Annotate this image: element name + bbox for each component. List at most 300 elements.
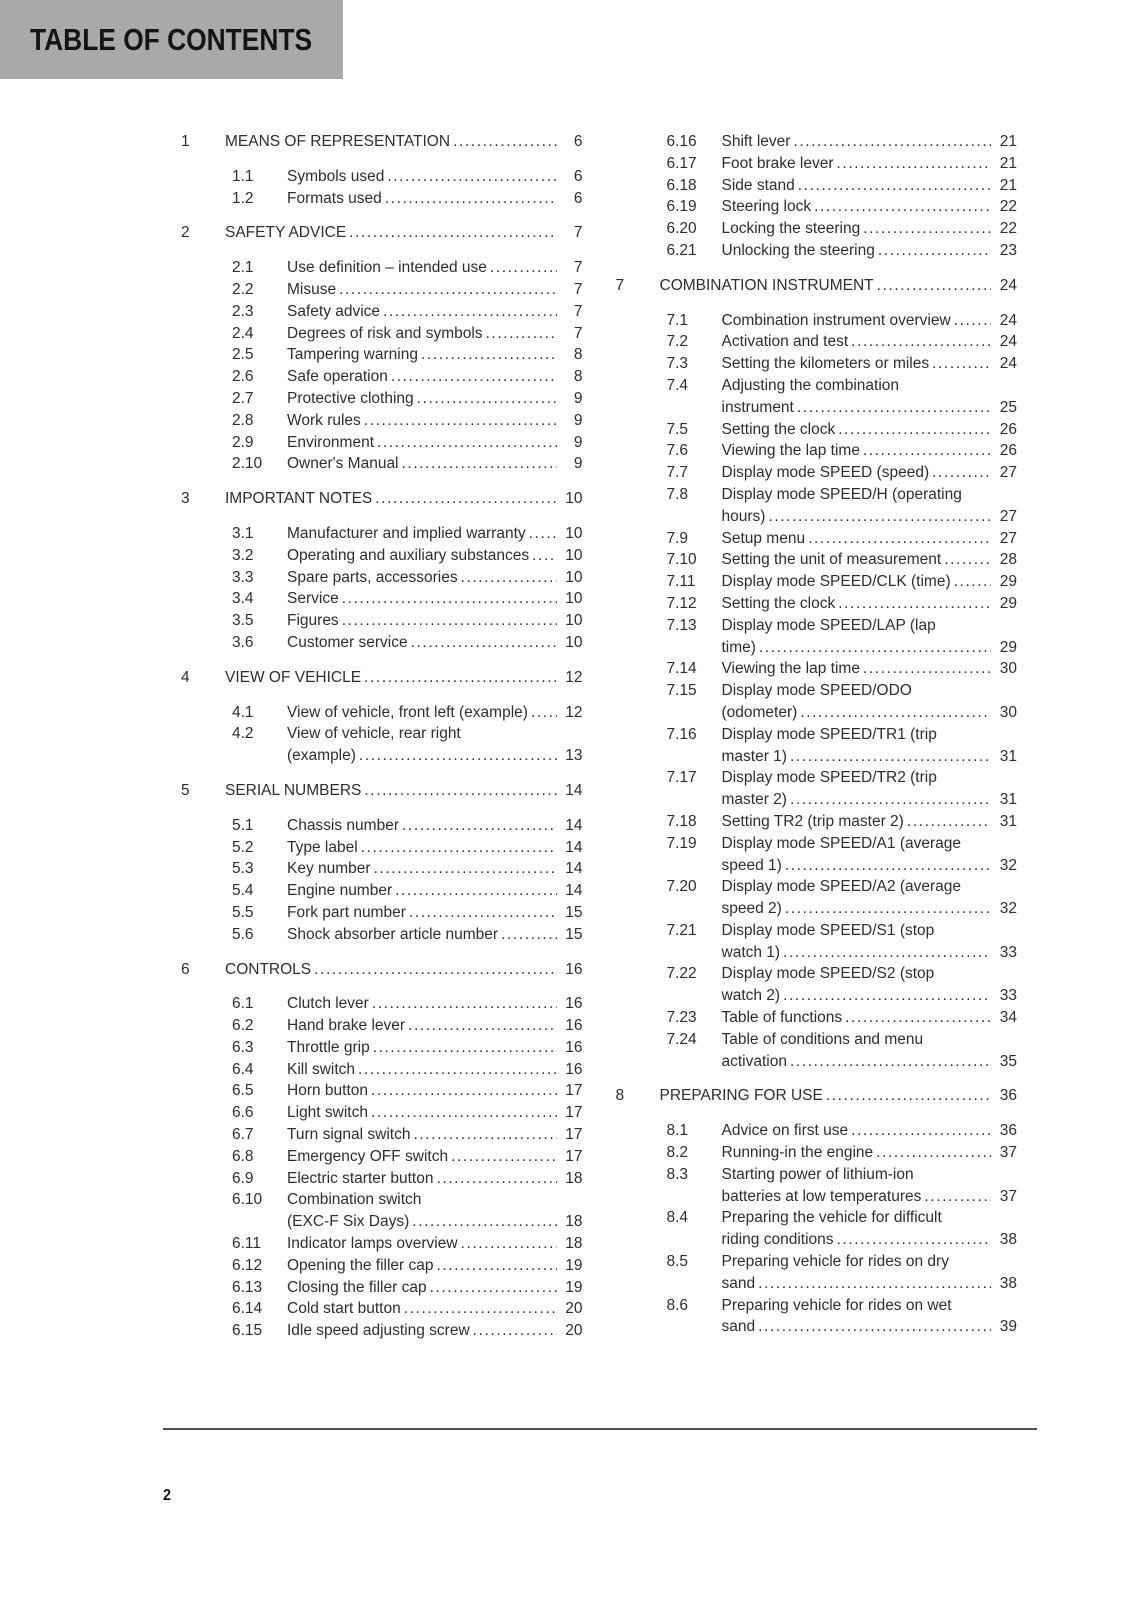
entry-leader-line [287,1320,583,1342]
entry-title-line: Foot brake lever [721,154,834,172]
toc-sub-entry [616,1120,1018,1142]
entry-title-line: Electric starter button [287,1169,434,1187]
entry-title-line: IMPORTANT NOTES [225,490,373,508]
dot-leader [932,353,991,375]
entry-title-line: Activation and test [721,333,849,351]
entry-body [225,780,583,802]
entry-title-line: SAFETY ADVICE [225,224,347,242]
entry-body [287,323,583,345]
entry-number: 5.1 [232,816,254,834]
dot-leader [371,1080,557,1102]
entry-title-line: time) [721,638,756,656]
entry-page-number: 37 [999,1144,1017,1162]
dot-leader [863,218,991,240]
entry-leader-line [225,780,583,802]
entry-title-line: Starting power of lithium-ion [721,1165,914,1183]
entry-number: 7.11 [666,573,696,591]
entry-leader-line [722,310,1018,332]
entry-number: 1.2 [232,189,254,207]
entry-page-number: 38 [999,1231,1017,1249]
entry-number: 6.18 [666,176,697,194]
entry-page-number: 24 [999,333,1017,351]
entry-title-line: View of vehicle, front left (example) [287,703,528,721]
entry-body [287,1168,583,1190]
entry-title-line: master 1) [721,747,787,765]
toc-sub-entry [616,920,1018,964]
dot-leader [461,567,557,589]
entry-number: 5 [181,781,190,799]
entry-leader-line [722,506,1018,528]
entry-page-number: 10 [565,633,583,651]
entry-body [287,610,583,632]
entry-page-number: 19 [565,1278,583,1296]
entry-title-line: Combination switch [287,1191,422,1209]
entry-number: 6.6 [232,1104,254,1122]
dot-leader [878,240,991,262]
entry-leader-line [660,275,1018,297]
entry-title-line: Hand brake lever [287,1017,406,1035]
entry-title-line: Display mode SPEED/S1 (stop [721,921,935,939]
entry-leader-line [722,811,1018,833]
toc-sub-entry [616,1029,1018,1073]
toc-sub-entry [181,993,583,1015]
toc-sub-entry [181,410,583,432]
entry-page-number: 9 [573,433,583,451]
entry-leader-line [722,131,1018,153]
entry-number: 6.21 [666,241,697,259]
toc-sub-entry [616,419,1018,441]
entry-number: 1 [181,133,190,150]
entry-number: 7.20 [666,878,697,896]
entry-page-number: 23 [999,241,1017,259]
entry-body [722,131,1018,153]
entry-title-line: Indicator lamps overview [287,1235,458,1253]
entry-title-line: Setting the clock [721,594,836,612]
entry-number: 6.12 [232,1256,263,1274]
toc-sub-entry [616,1295,1018,1339]
entry-body [287,1102,583,1124]
entry-body [287,924,583,946]
dot-leader [837,153,992,175]
entry-body [287,1298,583,1320]
entry-page-number: 10 [565,490,583,508]
entry-title-line: (example) [287,747,356,765]
entry-body [287,545,583,567]
entry-body [287,166,583,188]
entry-body [287,1124,583,1146]
entry-leader-line [722,985,1018,1007]
entry-title-line: Environment [287,433,375,451]
entry-body [722,724,1018,768]
entry-number: 3 [181,490,190,508]
entry-leader-line [225,667,583,689]
entry-body [287,1015,583,1037]
entry-number: 7.3 [666,355,689,373]
entry-number: 2.6 [232,368,254,386]
entry-body [287,815,583,837]
entry-leader-line [722,528,1018,550]
toc-sub-entry [616,680,1018,724]
dot-leader [451,1146,556,1168]
toc-sub-entry [616,331,1018,353]
entry-number: 6.17 [666,154,697,172]
dot-leader [371,1102,557,1124]
entry-number: 7.6 [666,442,689,460]
entry-number: 7.2 [666,333,689,351]
entry-body [722,528,1018,550]
entry-body [287,1277,583,1299]
entry-body [722,484,1018,528]
toc-sub-entry [181,1037,583,1059]
toc-sub-entry [181,344,583,366]
entry-title-line: Setting the kilometers or miles [721,355,930,373]
entry-page-number: 14 [565,816,583,834]
entry-page-number: 14 [565,882,583,900]
entry-body [722,218,1018,240]
dot-leader [808,528,991,550]
entry-leader-line [287,279,583,301]
entry-title-line: Display mode SPEED/LAP (lap [721,616,936,634]
entry-leader-line [287,993,583,1015]
entry-leader-line [722,702,1018,724]
entry-body [660,275,1018,297]
entry-number: 2.3 [232,302,254,320]
entry-leader-line [287,366,583,388]
toc-sub-entry [616,593,1018,615]
toc-sub-entry [181,323,583,345]
entry-page-number: 10 [565,612,583,630]
toc-section-entry [181,488,583,510]
entry-title-line: Setting the unit of measurement [721,551,942,569]
entry-leader-line [287,1233,583,1255]
entry-title-line: Cold start button [287,1300,401,1318]
toc-sub-entry [181,1255,583,1277]
dot-leader [409,902,557,924]
toc-sub-entry [181,279,583,301]
footer-rule [163,1428,1037,1430]
entry-leader-line [287,344,583,366]
entry-title-line: hours) [721,507,766,525]
entry-title-line: COMBINATION INSTRUMENT [659,276,874,294]
entry-page-number: 12 [565,703,583,721]
entry-body [287,902,583,924]
entry-leader-line [287,1298,583,1320]
toc-sub-entry [181,453,583,475]
entry-page-number: 9 [573,455,583,473]
entry-body [722,549,1018,571]
entry-title-line: watch 2) [721,987,781,1005]
toc-section-entry [181,667,583,689]
entry-leader-line [287,588,583,610]
entry-body [722,196,1018,218]
entry-page-number: 29 [999,573,1017,591]
dot-leader [375,488,556,510]
entry-body [722,876,1018,920]
entry-title-line: sand [721,1318,756,1336]
entry-body [287,880,583,902]
dot-leader [768,506,991,528]
entry-body [287,301,583,323]
toc-sub-entry [181,880,583,902]
entry-body [287,188,583,210]
entry-body [287,432,583,454]
page-title: TABLE OF CONTENTS [30,21,313,57]
entry-title-line: Light switch [287,1104,368,1122]
toc-sub-entry [181,1168,583,1190]
toc-sub-entry [616,963,1018,1007]
entry-title-line: Display mode SPEED/CLK (time) [721,573,951,591]
entry-body [722,175,1018,197]
entry-leader-line [287,301,583,323]
entry-page-number: 21 [999,176,1017,194]
entry-leader-line [287,1211,583,1233]
dot-leader [793,131,991,153]
toc-sub-entry [181,632,583,654]
toc-sub-entry [181,388,583,410]
entry-title-line: Spare parts, accessories [287,568,458,586]
entry-page-number: 22 [999,220,1017,238]
entry-body [722,310,1018,332]
entry-number: 7.8 [666,485,689,503]
entry-leader-line [287,545,583,567]
entry-leader-line [722,1007,1018,1029]
entry-leader-line [722,196,1018,218]
toc-sub-entry [181,545,583,567]
entry-title-line: VIEW OF VEHICLE [225,668,362,686]
dot-leader [349,222,556,244]
entry-number: 8.3 [666,1165,689,1183]
toc-sub-entry [181,815,583,837]
entry-title-line: Chassis number [287,816,399,834]
entry-leader-line [287,880,583,902]
entry-page-number: 15 [565,903,583,921]
dot-leader [490,257,557,279]
entry-page-number: 17 [565,1126,583,1144]
table-of-contents [181,131,1017,1342]
entry-number: 7.16 [666,725,697,743]
entry-number: 5.3 [232,860,254,878]
entry-title-line: Service [287,590,339,608]
entry-page-number: 16 [565,1038,583,1056]
entry-number: 7.15 [666,682,697,700]
entry-leader-line [287,1037,583,1059]
toc-sub-entry [181,1102,583,1124]
entry-number: 5.6 [232,925,254,943]
toc-sub-entry [181,188,583,210]
dot-leader [790,1051,991,1073]
entry-body [722,331,1018,353]
entry-number: 7.12 [666,594,697,612]
toc-sub-entry [181,837,583,859]
entry-body [287,1146,583,1168]
toc-sub-entry [616,549,1018,571]
entry-leader-line [287,388,583,410]
dot-leader [790,746,991,768]
entry-title-line: Display mode SPEED/H (operating [721,485,962,503]
toc-sub-entry [181,1320,583,1342]
entry-number: 7.21 [666,921,697,939]
entry-page-number: 15 [565,925,583,943]
entry-number: 7 [615,276,625,294]
toc-sub-entry [616,375,1018,419]
entry-body [722,811,1018,833]
entry-number: 6.14 [232,1300,263,1318]
dot-leader [851,331,991,353]
entry-body [225,488,583,510]
entry-body [287,567,583,589]
dot-leader [826,1085,991,1107]
entry-title-line: master 2) [721,791,787,809]
entry-title-line: Preparing vehicle for rides on dry [721,1253,949,1271]
toc-sub-entry [616,811,1018,833]
entry-page-number: 9 [573,389,583,407]
dot-leader [785,855,991,877]
toc-sub-entry [616,131,1018,153]
entry-number: 5.4 [232,882,254,900]
entry-page-number: 8 [573,346,583,364]
dot-leader [430,1277,557,1299]
entry-leader-line [287,166,583,188]
entry-leader-line [287,610,583,632]
entry-number: 3.4 [232,590,254,608]
dot-leader [342,610,557,632]
entry-leader-line [287,837,583,859]
entry-page-number: 14 [565,838,583,856]
entry-body [722,615,1018,659]
entry-body [722,1251,1018,1295]
entry-title-line: Display mode SPEED/TR1 (trip [721,725,937,743]
entry-leader-line [722,419,1018,441]
entry-page-number: 27 [999,507,1017,525]
entry-body [722,1207,1018,1251]
entry-number: 2.5 [232,346,254,364]
page-number: 2 [163,1487,172,1504]
toc-section-entry [616,275,1018,297]
entry-leader-line [287,523,583,545]
entry-page-number: 38 [999,1274,1017,1292]
entry-title-line: Emergency OFF switch [287,1147,449,1165]
entry-leader-line [722,898,1018,920]
dot-leader [845,1007,991,1029]
toc-sub-entry [181,523,583,545]
entry-page-number: 6 [573,189,583,207]
entry-body [287,279,583,301]
entry-title-line: Use definition – intended use [287,259,487,277]
entry-body [225,667,583,689]
entry-title-line: Combination instrument overview [721,311,951,329]
entry-title-line: Horn button [287,1082,368,1100]
entry-leader-line [287,1059,583,1081]
entry-page-number: 10 [565,568,583,586]
dot-leader [372,993,557,1015]
entry-page-number: 20 [565,1322,583,1340]
entry-leader-line [660,1085,1018,1107]
entry-page-number: 34 [999,1009,1017,1027]
entry-page-number: 16 [565,995,583,1013]
toc-sub-entry [616,658,1018,680]
toc-sub-entry [181,567,583,589]
dot-leader [359,745,557,767]
entry-body [722,658,1018,680]
dot-leader [461,1233,557,1255]
entry-title-line: Owner's Manual [287,455,399,473]
entry-page-number: 24 [999,311,1017,329]
entry-number: 6.7 [232,1126,254,1144]
toc-sub-entry [181,588,583,610]
entry-title-line: Fork part number [287,903,406,921]
entry-leader-line [287,257,583,279]
entry-number: 6.8 [232,1147,254,1165]
entry-body [722,1295,1018,1339]
entry-title-line: Advice on first use [721,1122,849,1140]
entry-page-number: 8 [573,368,583,386]
dot-leader [364,667,556,689]
dot-leader [404,1298,557,1320]
dot-leader [374,858,557,880]
toc-sub-entry [181,366,583,388]
entry-leader-line [287,1168,583,1190]
entry-leader-line [287,323,583,345]
entry-title-line: Idle speed adjusting screw [287,1322,470,1340]
dot-leader [954,310,991,332]
dot-leader [421,344,557,366]
toc-sub-entry [616,353,1018,375]
dot-leader [402,453,557,475]
entry-page-number: 21 [999,133,1017,150]
toc-section-entry [181,222,583,244]
entry-leader-line [287,188,583,210]
toc-sub-entry [616,528,1018,550]
entry-title-line: Manufacturer and implied warranty [287,524,526,542]
toc-section-entry [181,131,583,153]
dot-leader [436,1255,556,1277]
entry-title-line: Throttle grip [287,1038,370,1056]
entry-number: 3.6 [232,633,254,651]
entry-title-line: Preparing vehicle for rides on wet [721,1296,952,1314]
entry-page-number: 33 [999,987,1017,1005]
toc-sub-entry [181,1124,583,1146]
toc-sub-entry [181,1059,583,1081]
entry-title-line: PREPARING FOR USE [659,1087,823,1105]
entry-page-number: 32 [999,856,1017,874]
toc-sub-entry [616,767,1018,811]
dot-leader [800,702,991,724]
dot-leader [863,658,991,680]
entry-leader-line [722,462,1018,484]
entry-number: 6.20 [666,220,697,238]
entry-page-number: 24 [999,276,1017,294]
page-header [0,0,343,79]
entry-body [287,1189,583,1233]
entry-title-line: Opening the filler cap [287,1256,434,1274]
entry-number: 6.4 [232,1060,254,1078]
entry-body [287,257,583,279]
entry-title-line: Type label [287,838,358,856]
entry-title-line: Locking the steering [721,220,861,238]
entry-leader-line [287,924,583,946]
entry-leader-line [287,1124,583,1146]
entry-body [287,1255,583,1277]
dot-leader [436,1168,556,1190]
entry-number: 2.4 [232,324,254,342]
entry-page-number: 18 [565,1235,583,1253]
entry-body [225,959,583,981]
entry-leader-line [287,453,583,475]
toc-column-left [181,131,583,1342]
entry-leader-line [287,902,583,924]
entry-page-number: 13 [565,747,583,765]
dot-leader [838,593,991,615]
